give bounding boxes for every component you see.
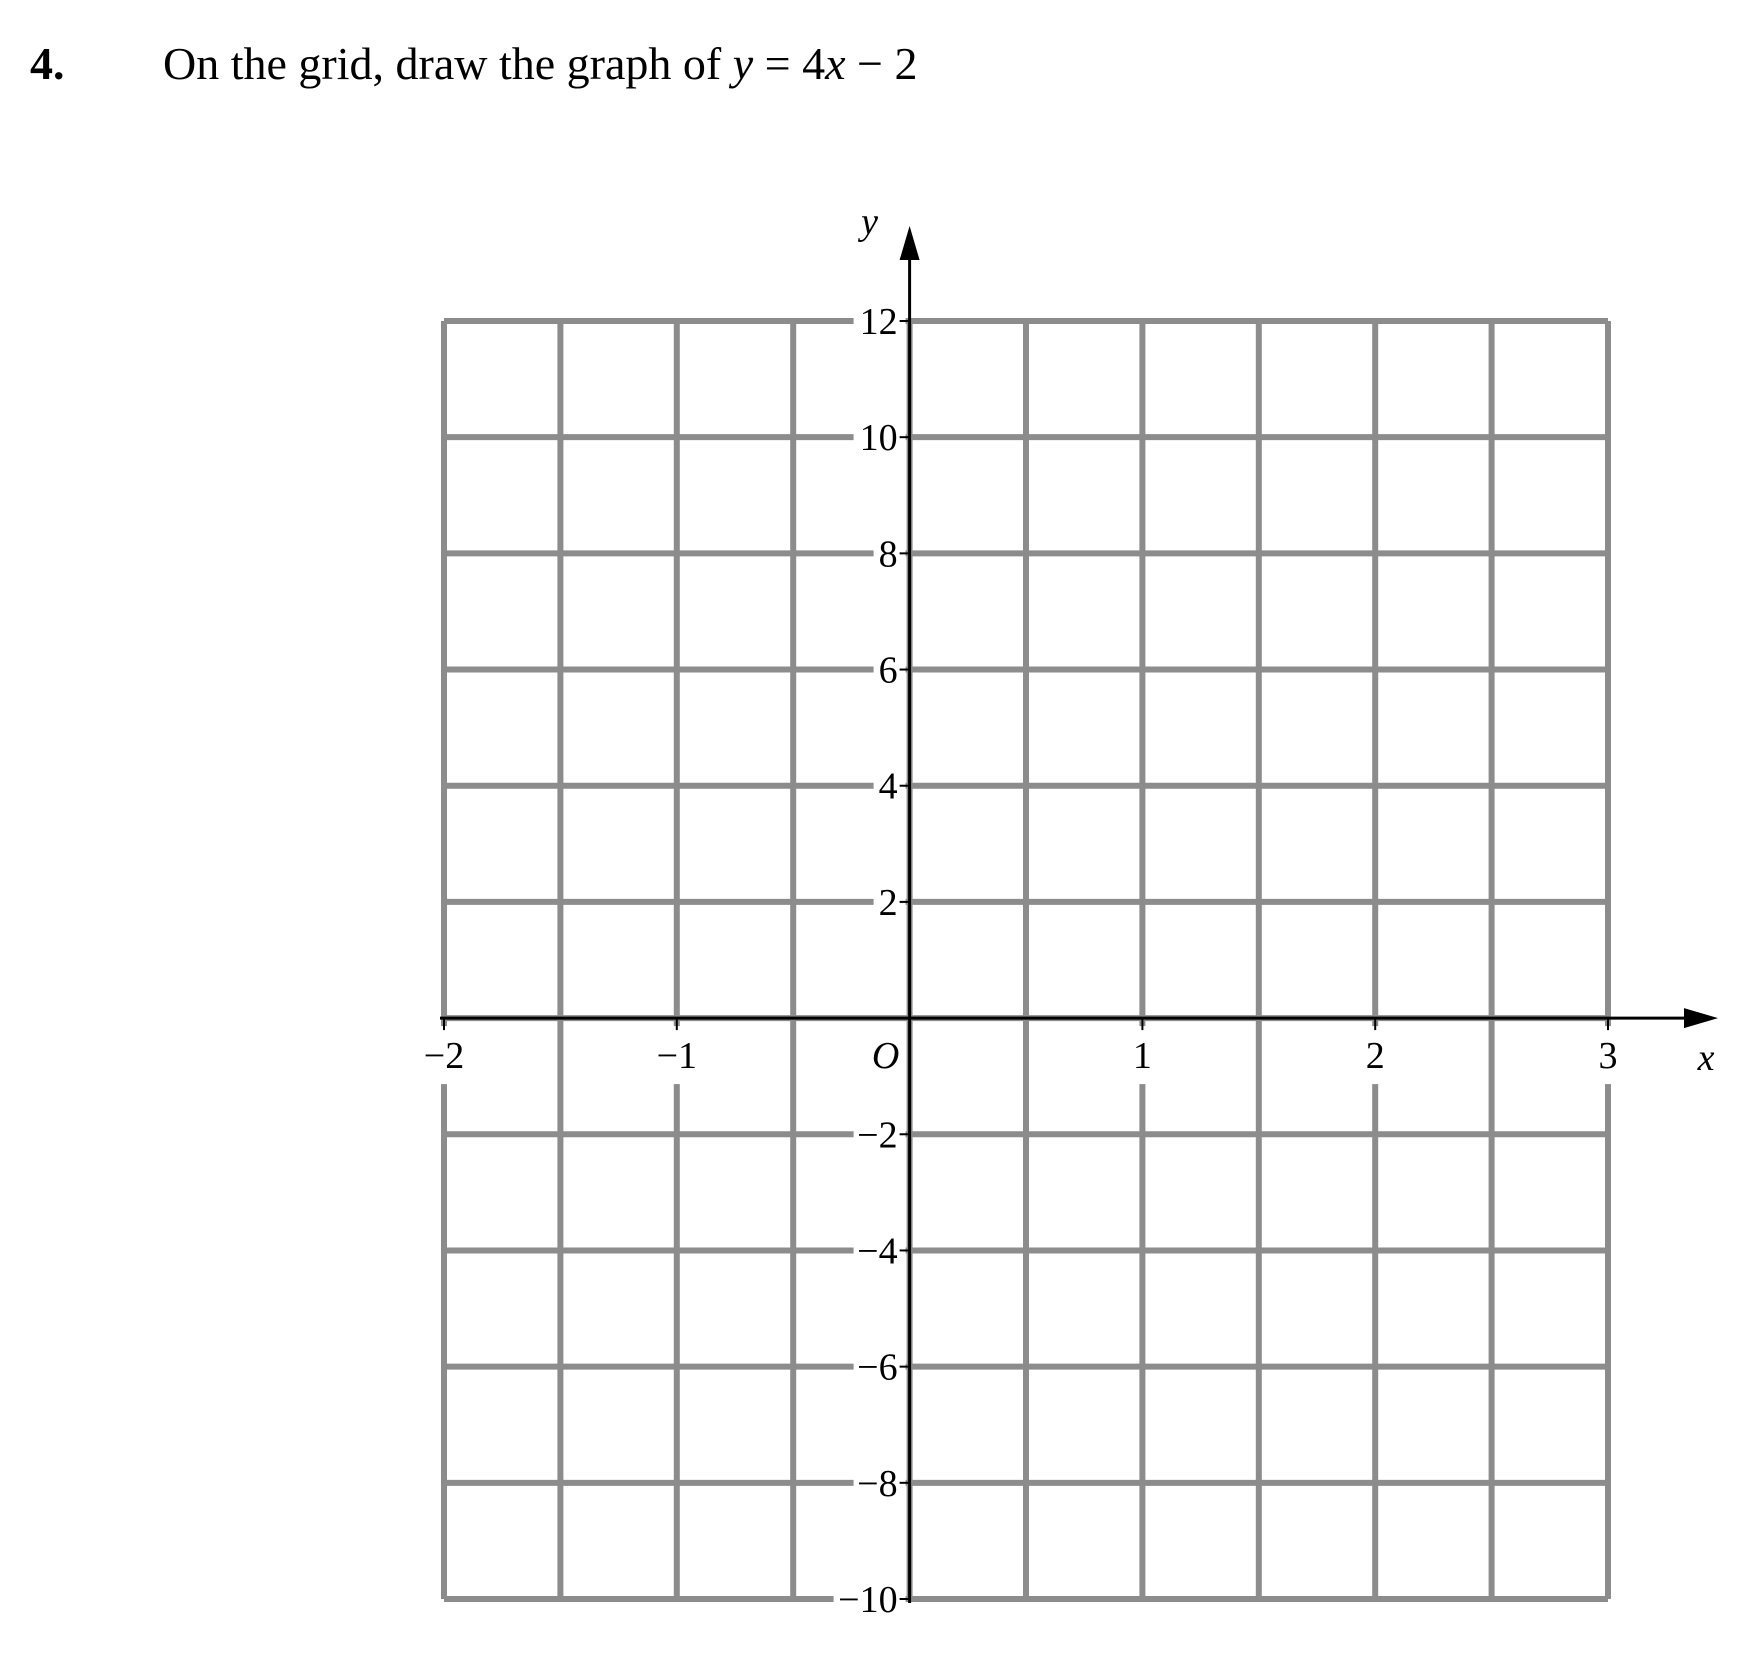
question-text-equals: = 4 xyxy=(753,38,826,89)
y-tick-label: 12 xyxy=(859,301,898,343)
x-axis-label: x xyxy=(1697,1037,1715,1080)
origin-label: O xyxy=(871,1035,900,1078)
variable-y: y xyxy=(732,38,754,89)
x-tick-label: −2 xyxy=(423,1035,465,1078)
y-tick-label: −2 xyxy=(857,1114,898,1157)
x-axis-arrow-icon xyxy=(1684,1008,1718,1028)
x-tick-label: 1 xyxy=(1132,1035,1152,1078)
y-axis-arrow-icon xyxy=(900,226,920,260)
tick-labels xyxy=(424,201,1715,1621)
y-tick-label: −4 xyxy=(857,1230,898,1273)
y-axis-label: y xyxy=(861,201,879,243)
y-tick-label: 4 xyxy=(878,765,898,808)
y-tick-label: −10 xyxy=(838,1579,898,1621)
question-text-start: On the grid, draw the graph of xyxy=(163,38,733,89)
grid-lines xyxy=(444,321,1608,1599)
x-tick-label: 3 xyxy=(1598,1035,1618,1078)
x-tick-label: −1 xyxy=(656,1035,698,1078)
question-text-end: − 2 xyxy=(845,38,918,89)
y-tick-label: −8 xyxy=(857,1462,898,1505)
y-tick-label: 6 xyxy=(878,649,898,692)
y-tick-label: −6 xyxy=(857,1346,898,1389)
y-tick-label: 2 xyxy=(878,881,898,924)
x-tick-label: 2 xyxy=(1365,1035,1385,1078)
variable-x: x xyxy=(825,38,846,89)
question-number: 4. xyxy=(30,38,65,89)
y-tick-label: 8 xyxy=(878,533,898,576)
axes xyxy=(440,226,1718,1603)
y-tick-label: 10 xyxy=(859,417,898,460)
